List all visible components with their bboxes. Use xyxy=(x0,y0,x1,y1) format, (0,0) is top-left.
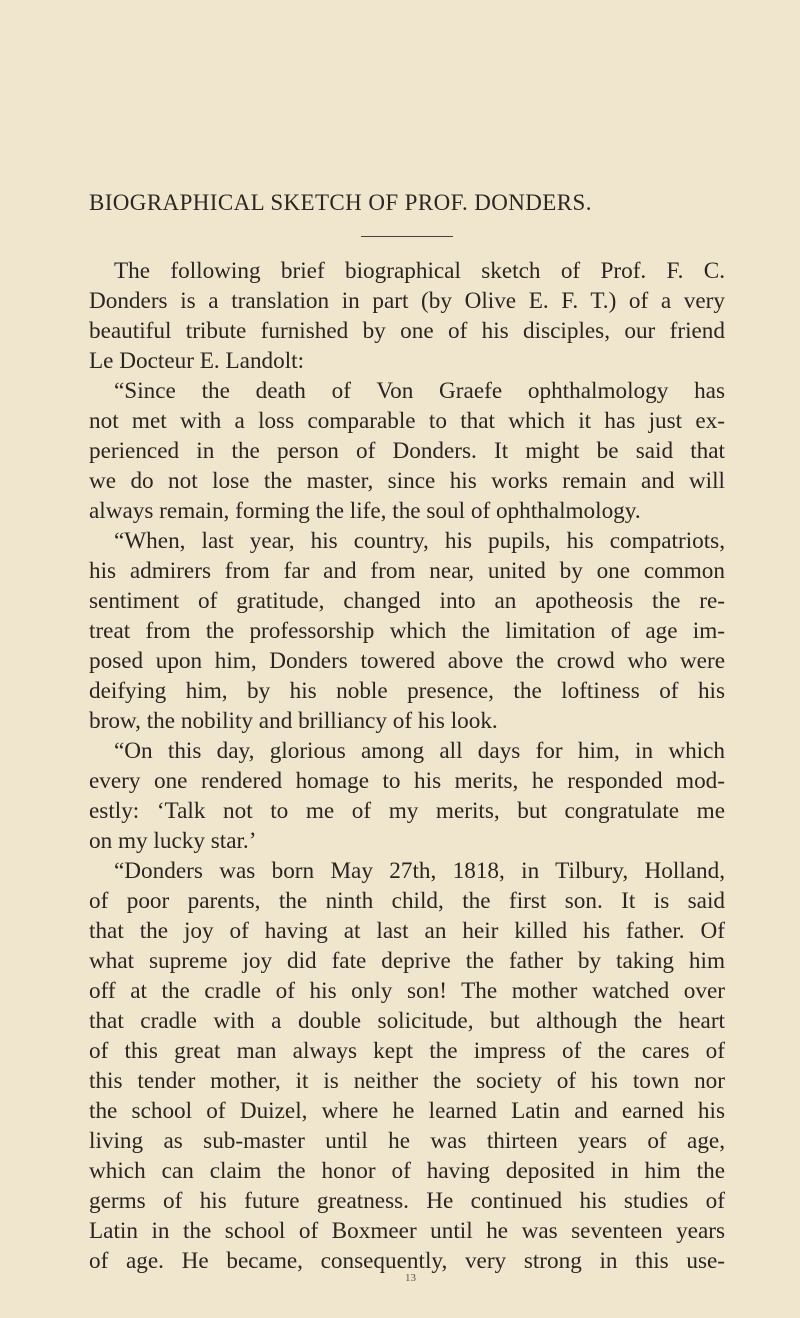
text-line: perienced in the person of Donders. It might be said that xyxy=(89,438,725,464)
text-line: this tender mother, it is neither the society of his town nor xyxy=(89,1068,725,1094)
text-line: treat from the professorship which the limitation of age im- xyxy=(89,618,725,644)
text-line: The following brief biographical sketch of Prof. F. C. xyxy=(114,258,725,284)
text-line: the school of Duizel, where he learned Latin and earned his xyxy=(89,1098,725,1124)
text-line: what supreme joy did fate deprive the father by taking him xyxy=(89,948,725,974)
text-line: every one rendered homage to his merits, he responded mod- xyxy=(89,768,725,794)
text-line: Latin in the school of Boxmeer until he was seventeen years xyxy=(89,1218,725,1244)
text-line: deifying him, by his noble presence, the loftiness of his xyxy=(89,678,725,704)
text-line: sentiment of gratitude, changed into an apotheosis the re- xyxy=(89,588,725,614)
page-number: 13 xyxy=(405,1272,416,1284)
text-line: we do not lose the master, since his works remain and will xyxy=(89,468,725,494)
text-line: “Donders was born May 27th, 1818, in Tilbury, Holland, xyxy=(114,858,725,884)
text-line: that the joy of having at last an heir killed his father. Of xyxy=(89,918,725,944)
text-line: living as sub-master until he was thirteen years of age, xyxy=(89,1128,725,1154)
text-line: on my lucky star.’ xyxy=(89,828,257,854)
text-line: “Since the death of Von Graefe ophthalmology has xyxy=(114,378,725,404)
text-line: off at the cradle of his only son! The mother watched over xyxy=(89,978,725,1004)
text-line: estly: ‘Talk not to me of my merits, but congratulate me xyxy=(89,798,725,824)
text-line: brow, the nobility and brilliancy of his look. xyxy=(89,708,498,734)
text-line: germs of his future greatness. He continued his studies of xyxy=(89,1188,725,1214)
text-line: posed upon him, Donders towered above the crowd who were xyxy=(89,648,725,674)
text-line: “When, last year, his country, his pupils, his compatriots, xyxy=(114,528,725,554)
text-line: Donders is a translation in part (by Olive E. F. T.) of a very xyxy=(89,288,725,314)
text-line: beautiful tribute furnished by one of his disciples, our friend xyxy=(89,318,725,344)
text-line: “On this day, glorious among all days for him, in which xyxy=(114,738,725,764)
text-line: not met with a loss comparable to that which it has just ex- xyxy=(89,408,725,434)
text-line: of age. He became, consequently, very strong in this use- xyxy=(89,1248,725,1274)
title-rule xyxy=(361,236,453,237)
text-line: always remain, forming the life, the soul of ophthalmology. xyxy=(89,498,641,524)
text-line: of this great man always kept the impress of the cares of xyxy=(89,1038,725,1064)
text-line: his admirers from far and from near, united by one common xyxy=(89,558,725,584)
page-title: BIOGRAPHICAL SKETCH OF PROF. DONDERS. xyxy=(89,190,592,215)
text-line: of poor parents, the ninth child, the first son. It is said xyxy=(89,888,725,914)
text-line: Le Docteur E. Landolt: xyxy=(89,348,305,374)
text-line: which can claim the honor of having deposited in him the xyxy=(89,1158,725,1184)
text-line: that cradle with a double solicitude, but although the heart xyxy=(89,1008,725,1034)
